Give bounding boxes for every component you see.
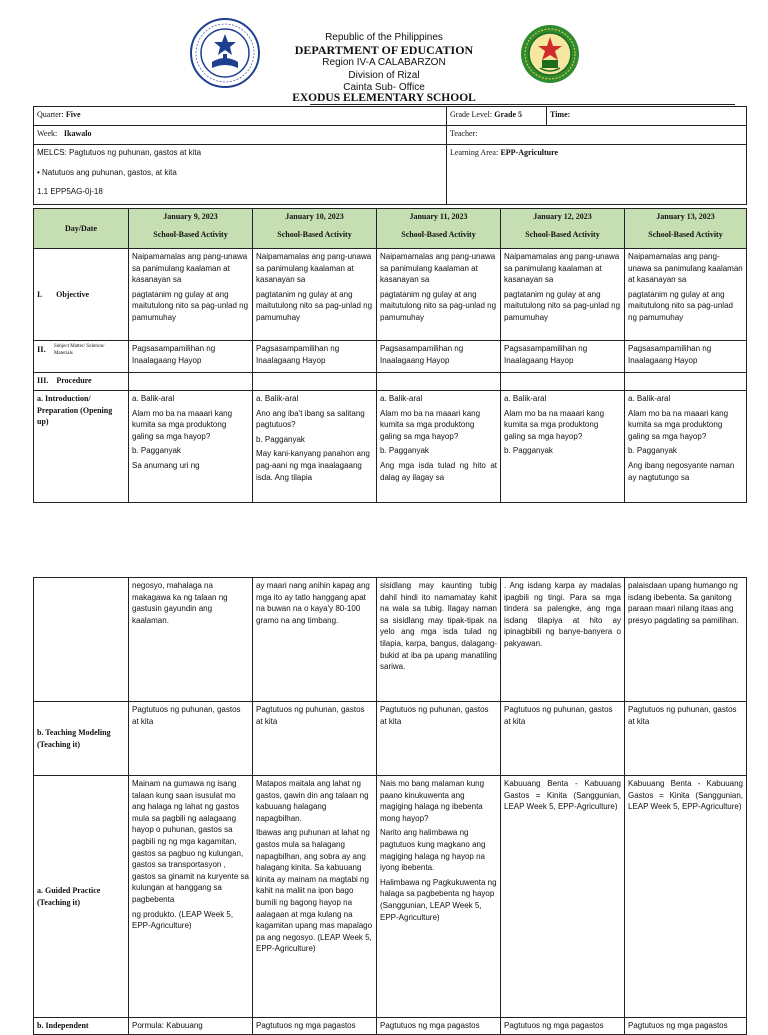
date-header-5 — [625, 209, 747, 249]
subject-cell-3: Pagsasampamilihan ng Inaalagaang Hayop — [377, 341, 501, 373]
melcs-text: MELCS: Pagtutuos ng puhunan, gastos at kita — [37, 148, 202, 157]
cont-cell-1: negosyo, mahalaga na makagawa ka ng talaan ng gastusin gayundin ang kaalaman. — [129, 578, 253, 702]
date-header-4 — [501, 209, 625, 249]
week-label: Week: — [37, 129, 58, 138]
learning-area-label: Learning Area: — [450, 148, 499, 157]
activity-4: School-Based Activity — [525, 229, 600, 239]
subject-label: Subject Matter/ Solution/ Materials — [53, 344, 105, 357]
procedure-empty-3 — [377, 373, 501, 391]
independent-cell-3: Pagtutuos ng mga pagastos — [377, 1018, 501, 1035]
independent-cell-4: Pagtutuos ng mga pagastos — [501, 1018, 625, 1035]
lesson-plan-table-page1 — [33, 208, 747, 503]
date-4: January 12, 2023 — [533, 212, 592, 221]
procedure-empty-1 — [129, 373, 253, 391]
procedure-label: Procedure — [56, 376, 92, 385]
subject-cell-2: Pagsasampamilihan ng Inaalagaang Hayop — [253, 341, 377, 373]
guided-text-b: Narito ang halimbawa ng pagtutuos kung magkano ang magiging halaga ng hayop na iyong ibebenta. — [380, 828, 486, 873]
teaching-cell-3: Pagtutuos ng puhunan, gastos at kita — [377, 702, 501, 776]
guided-text-b: ng produkto. (LEAP Week 5, EPP-Agriculture) — [132, 909, 234, 931]
office-text: Cainta Sub- Office — [343, 82, 425, 93]
intro-cell-5 — [625, 391, 747, 503]
subject-label-cell — [34, 341, 129, 373]
guided-cell-2 — [253, 776, 377, 1018]
republic-text: Republic of the Philippines — [325, 32, 443, 43]
objective-text-b: pagtatanim ng gulay at ang maitutulong nito sa pag-unlad ng pamumuhay — [380, 289, 497, 322]
intro-question: Ano ang iba't ibang sa salitang pagtutuos? — [256, 408, 365, 430]
info-table — [33, 106, 747, 205]
cont-label-cell — [34, 578, 129, 702]
intro-paragraph: Ang ibang negosyante naman ay nagtutungo sa — [628, 460, 735, 482]
intro-cell-3 — [377, 391, 501, 503]
melcs-cell — [34, 145, 447, 205]
intro-balik-aral: a. Balik-aral — [132, 394, 175, 403]
date-1: January 9, 2023 — [163, 212, 218, 221]
intro-label-cell: a. Introduction/ Preparation (Opening up) — [34, 391, 129, 503]
guided-text-a: Mainam na gumawa ng isang talaan kung saan isusulat mo ang halaga ng lahat ng gastos mula sa pagbili ng aalagaang hayop o puhunan, gastos sa pagbili ng ng mga kagamitan, gastos sa pagbuo ng kulungan, gastos sa transportasyon , gastos sa ginamit na kuryente sa kulungan at hanggang sa pagbebenta — [132, 779, 249, 904]
date-2: January 10, 2023 — [285, 212, 344, 221]
intro-balik-aral: a. Balik-aral — [628, 394, 671, 403]
grade-cell — [447, 107, 547, 126]
teaching-label-cell: b. Teaching Modeling (Teaching it) — [34, 702, 129, 776]
intro-tail: Sa anumang uri ng — [132, 460, 200, 470]
week-value: Ikawalo — [63, 129, 92, 138]
teacher-cell — [447, 126, 747, 145]
subject-cell-5: Pagsasampamilihan ng Inaalagaang Hayop — [625, 341, 747, 373]
objective-text-a: Naipamamalas ang pang-unawa sa panimulang kaalaman at kasanayan sa — [504, 252, 620, 285]
intro-pagganyak: b. Pagganyak — [628, 446, 677, 456]
cont-cell-3: sisidlang may kaunting tubig dahil hindi ito namamatay kahit na wala sa tubig. Ilagay naman sa sisidlang may tipak-tipak na yelo ang mga isda tulad ng tilapia, karpa, bangus, dalagang-bukid at iba pa upang manatiling sariwa. — [377, 578, 501, 702]
subject-num: II. — [37, 344, 46, 354]
quarter-value: Five — [65, 110, 81, 119]
guided-cell-1 — [129, 776, 253, 1018]
intro-pagganyak: b. Pagganyak — [256, 434, 305, 444]
objective-text-a: Naipamamalas ang pang-unawa sa panimulang kaalaman at kasanayan sa — [256, 252, 372, 285]
intro-balik-aral: a. Balik-aral — [504, 394, 547, 403]
guided-cell-3 — [377, 776, 501, 1018]
independent-cell-1: Pormula: Kabuuang — [129, 1018, 253, 1035]
guided-label-cell: a. Guided Practice (Teaching it) — [34, 776, 129, 1018]
cont-cell-2: ay maari nang anihin kapag ang mga ito ay tatlo hanggang apat na buwan na o kaya'y 80-100 gramo na ang timbang. — [253, 578, 377, 702]
subject-cell-4: Pagsasampamilihan ng Inaalagaang Hayop — [501, 341, 625, 373]
week-cell — [34, 126, 447, 145]
guided-cell-4: Kabuuang Benta - Kabuuang Gastos = Kinita (Sanggunian, LEAP Week 5, EPP-Agriculture) — [501, 776, 625, 1018]
learning-area-cell — [447, 145, 747, 205]
objective-cell-2 — [253, 249, 377, 341]
intro-paragraph: Ang mga isda tulad ng hito at dalag ay ilagay sa — [380, 460, 497, 482]
intro-question: Alam mo ba na maaari kang kumita sa mga produktong galing sa mga hayop? — [132, 408, 233, 441]
objective-text-b: pagtatanim ng gulay at ang maitutulong nito sa pag-unlad ng pamumuhay — [628, 289, 733, 322]
objective-text-a: Naipamamalas ang pang-unawa sa panimulang kaalaman at kasanayan sa — [380, 252, 496, 285]
teaching-cell-4: Pagtutuos ng puhunan, gastos at kita — [501, 702, 625, 776]
department-title: DEPARTMENT OF EDUCATION — [294, 43, 474, 57]
cont-cell-5: palaisdaan upang humango ng isdang ibebenta. Sa ganitong paraan maari nilang itaas ang presyo pagdating sa pamilihan. — [625, 578, 747, 702]
independent-cell-2: Pagtutuos ng mga pagastos — [253, 1018, 377, 1035]
grade-label: Grade Level: — [450, 110, 492, 119]
intro-question: Alam mo ba na maaari kang kumita sa mga produktong galing sa mga hayop? — [628, 408, 729, 441]
intro-balik-aral: a. Balik-aral — [256, 394, 299, 403]
independent-cell-5: Pagtutuos ng mga pagastos — [625, 1018, 747, 1035]
lesson-plan-table-page2 — [33, 577, 747, 1035]
objective-text-b: pagtatanim ng gulay at ang maitutulong nito sa pag-unlad ng pamumuhay — [504, 289, 621, 322]
intro-cell-1 — [129, 391, 253, 503]
intro-pagganyak: b. Pagganyak — [132, 446, 181, 456]
intro-cell-4 — [501, 391, 625, 503]
objective-num: I. — [37, 289, 43, 299]
activity-3: School-Based Activity — [401, 229, 476, 239]
procedure-empty-4 — [501, 373, 625, 391]
cont-cell-4: . Ang isdang karpa ay madalas ipagbili ng tingi. Para sa mga tindera sa palengke, ang mga isdang tilapiya at hito ay ipinagbibili ng banye-banyera o pakyawan. — [501, 578, 625, 702]
date-header-3 — [377, 209, 501, 249]
guided-cell-5: Kabuuang Benta - Kabuuang Gastos = Kinita (Sanggunian, LEAP Week 5, EPP-Agriculture) — [625, 776, 747, 1018]
document-page-2 — [0, 512, 768, 1030]
date-header-2 — [253, 209, 377, 249]
guided-text-c: Halimbawa ng Pagkukuwenta ng halaga sa pagbebenta ng hayop (Sanggunian, LEAP Week 5, EPP-Agriculture) — [380, 877, 497, 922]
intro-question: Alam mo ba na maaari kang kumita sa mga produktong galing sa mga hayop? — [504, 408, 605, 441]
guided-text-a: Matapos maitala ang lahat ng gastos, gawin din ang talaan ng kabuuang halagang napagbilhan. — [256, 779, 369, 823]
intro-pagganyak: b. Pagganyak — [504, 446, 553, 456]
objective-cell-4 — [501, 249, 625, 341]
objective-cell-1 — [129, 249, 253, 341]
quarter-label: Quarter: — [37, 110, 64, 119]
time-cell — [547, 107, 747, 126]
activity-1: School-Based Activity — [153, 229, 228, 239]
activity-5: School-Based Activity — [648, 229, 723, 239]
procedure-num: III. — [37, 376, 49, 385]
melcs-code: 1.1 EPP5AG-0j-18 — [37, 187, 103, 197]
procedure-label-cell — [34, 373, 129, 391]
document-page-1 — [0, 0, 768, 512]
guided-text-b: Ibawas ang puhunan at lahat ng gastos mula sa halagang napagbilhan, ang sobra ay ang halagang kinita. Sa kabuuang kinita ay mainam na magtabi ng kahit na maliit na ipon bago bumili ng bagong hayop na aalagaan at mga kulang na kagamitan upang mas mapalago pa ang negosyo. (LEAP Week 5, EPP-Agriculture) — [256, 828, 373, 954]
intro-paragraph: May kani-kanyang panahon ang pag-aani ng mga inaalagaang isda. Ang tilapia — [256, 449, 370, 482]
objective-cell-5 — [625, 249, 747, 341]
intro-cell-2 — [253, 391, 377, 503]
objective-cell-3 — [377, 249, 501, 341]
intro-question: Alam mo ba na maaari kang kumita sa mga produktong galing sa mga hayop? — [380, 408, 481, 441]
procedure-empty-2 — [253, 373, 377, 391]
learning-area-value: EPP-Agriculture — [500, 148, 559, 157]
guided-text-a: Nais mo bang malaman kung paano kinukuwenta ang magiging halaga ng ibebenta mong hayop? — [380, 779, 485, 823]
region-text: Region IV-A CALABARZON — [322, 57, 446, 68]
objective-label-cell — [34, 249, 129, 341]
teacher-label: Teacher: — [450, 129, 478, 138]
teaching-cell-2: Pagtutuos ng puhunan, gastos at kita — [253, 702, 377, 776]
teaching-cell-5: Pagtutuos ng puhunan, gastos at kita — [625, 702, 747, 776]
procedure-empty-5 — [625, 373, 747, 391]
melcs-bullet: • Natutuos ang puhunan, gastos, at kita — [37, 167, 177, 177]
intro-pagganyak: b. Pagganyak — [380, 446, 429, 456]
objective-text-b: pagtatanim ng gulay at ang maitutulong nito sa pag-unlad ng pamumuhay — [132, 289, 249, 322]
date-5: January 13, 2023 — [656, 212, 715, 221]
time-label: Time: — [550, 110, 571, 119]
school-name: EXODUS ELEMENTARY SCHOOL — [292, 92, 476, 104]
date-header-1 — [129, 209, 253, 249]
objective-text-a: Naipamamalas ang pang-unawa sa panimulang kaalaman at kasanayan sa — [628, 252, 743, 285]
activity-2: School-Based Activity — [277, 229, 352, 239]
objective-label: Objective — [56, 289, 89, 299]
quarter-cell — [34, 107, 447, 126]
independent-label-cell: b. Independent — [34, 1018, 129, 1035]
intro-balik-aral: a. Balik-aral — [380, 394, 423, 403]
teaching-cell-1: Pagtutuos ng puhunan, gastos at kita — [129, 702, 253, 776]
subject-cell-1: Pagsasampamilihan ng Inaalagaang Hayop — [129, 341, 253, 373]
grade-value: Grade 5 — [494, 110, 522, 119]
date-3: January 11, 2023 — [409, 212, 468, 221]
division-text: Division of Rizal — [348, 70, 420, 81]
day-date-header: Day/Date — [34, 209, 129, 249]
objective-text-b: pagtatanim ng gulay at ang maitutulong nito sa pag-unlad ng pamumuhay — [256, 289, 373, 322]
header-divider — [310, 104, 735, 105]
objective-text-a: Naipamamalas ang pang-unawa sa panimulang kaalaman at kasanayan sa — [132, 252, 248, 285]
